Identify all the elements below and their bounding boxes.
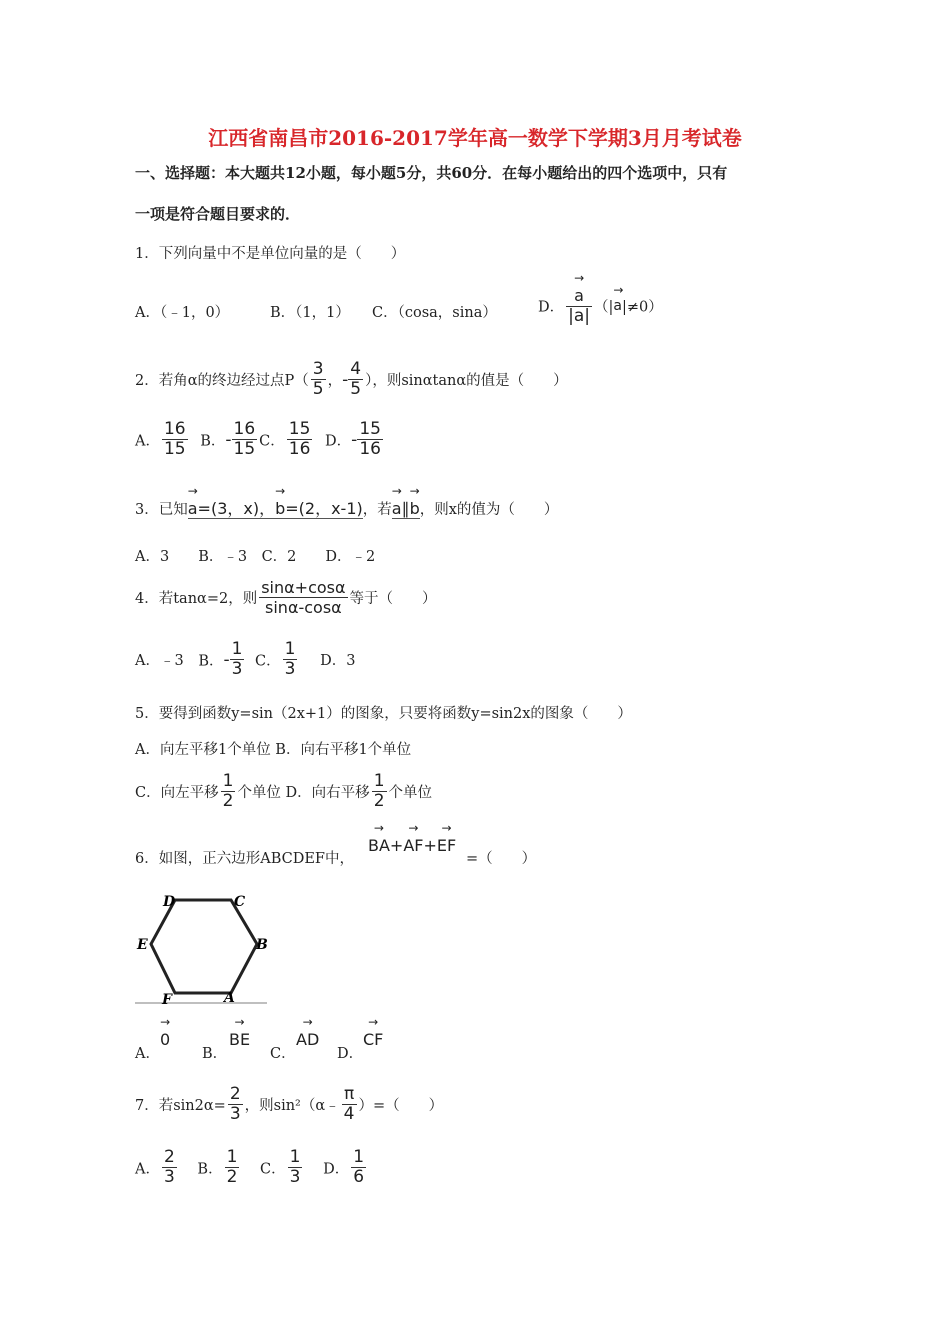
q4-den: sinα-cosα [265, 598, 342, 617]
q4-c-label: C． [255, 653, 281, 669]
q6-plus-2: + [423, 836, 437, 855]
q7-prefix: 7．若sin2α= [135, 1098, 226, 1114]
q6-option-d-vec: → CF [363, 1030, 383, 1049]
q3-a-value: =(3，x)， [197, 499, 276, 518]
q6-option-b-vec: → BE [229, 1030, 250, 1049]
q5-options-ab: A．向左平移1个单位 B．向右平移1个单位 [135, 742, 412, 758]
q7-c-label: C． [260, 1161, 286, 1177]
q5-c-prefix: C．向左平移 [135, 785, 219, 801]
q2-option-d [325, 419, 385, 459]
q3-suffix: ，则x的值为（ ） [419, 502, 559, 518]
q4-options [135, 640, 355, 679]
q1-stem: 1．下列向量中不是单位向量的是（ ） [135, 246, 406, 262]
hexagon-label-c: C [234, 894, 246, 910]
q2-y-neg: - [342, 369, 349, 390]
q2-x-num: 3 [312, 359, 324, 379]
q4-c-num: 1 [284, 639, 296, 659]
q7-d-label: D． [323, 1161, 350, 1177]
q6-option-b-label: B． [202, 1046, 228, 1062]
hexagon-label-a: A [224, 990, 235, 1006]
q4-b-neg: - [223, 649, 230, 670]
q4-prefix: 4．若tanα=2，则 [135, 591, 258, 607]
q2-options [135, 420, 385, 459]
q4-b-label: B． [198, 653, 224, 669]
q4-option-b [198, 639, 246, 679]
q3-parallel [392, 499, 420, 519]
q6-stem-text: 6．如图，正六边形ABCDEF中， [135, 851, 354, 867]
section-heading-line1: 一、选择题：本大题共12小题，每小题5分，共60分．在每小题给出的四个选项中，只有 [135, 164, 728, 182]
q4-suffix: 等于（ ） [349, 591, 437, 607]
q6-vec-ef: → EF [437, 836, 456, 855]
q3-options: A．3 B．﹣3 C．2 D．﹣2 [135, 549, 376, 565]
q7-stem [135, 1085, 443, 1124]
q7-b-den: 2 [226, 1167, 238, 1187]
q7-c-num: 1 [289, 1147, 301, 1167]
q7-num: 2 [229, 1084, 241, 1104]
q1-d-cond-close: |≠0） [622, 299, 663, 316]
q1-d-num: → a [574, 286, 584, 305]
q2-suffix: ），则sinαtanα的值是（ ） [365, 373, 568, 389]
q4-option-a: A．﹣3 [135, 653, 184, 669]
hexagon-figure [135, 890, 270, 1008]
q3-vec-b: → b [275, 499, 285, 518]
section-heading-line2: 一项是符合题目要求的． [135, 205, 301, 223]
q6-option-d-label: D． [337, 1046, 364, 1062]
q7-option-b [197, 1147, 241, 1187]
q3-vec-a: → a [188, 499, 198, 518]
q6-vec-af: → AF [403, 836, 423, 855]
q6-option-a-label: A． [135, 1046, 160, 1062]
q7-mid: ，则sin²（α﹣ [244, 1098, 340, 1114]
q6-vec-ba: → BA [368, 836, 390, 855]
q6-option-c-vec: → AD [296, 1030, 319, 1049]
q5-d-prefix: D．向右平移 [285, 785, 370, 801]
q6-option-a-vec: → 0 [160, 1030, 170, 1049]
q1-option-d [538, 286, 663, 326]
q2-a-label: A． [135, 433, 160, 449]
q7-c-den: 3 [289, 1167, 301, 1187]
q7-option-d [323, 1147, 368, 1187]
q3-par-symbol: ∥ [401, 499, 410, 518]
q5-c-num: 1 [222, 771, 234, 791]
q7-a-den: 3 [163, 1167, 175, 1187]
q1-d-cond-vec: → a [613, 298, 622, 314]
q2-c-den: 16 [288, 439, 311, 459]
q1-d-fraction [566, 286, 592, 326]
q2-b-neg: - [225, 429, 232, 450]
q5-c-den: 2 [222, 791, 234, 811]
q5-c-suffix: 个单位 [237, 785, 281, 801]
q2-b-num: 16 [233, 419, 256, 439]
q3-stem [135, 496, 558, 519]
q1-option-a: A．（﹣1，0） [135, 305, 230, 321]
q1-option-b: B．（1，1） [270, 305, 350, 321]
q2-a-num: 16 [163, 419, 186, 439]
q1-d-den: |a| [568, 306, 591, 326]
q3-par-b: → b [410, 499, 420, 518]
q3-par-a: → a [392, 499, 402, 518]
hexagon-label-d: D [163, 894, 176, 910]
q4-option-c [255, 639, 299, 679]
hexagon-label-f: F [162, 992, 172, 1008]
q2-a-den: 15 [163, 439, 186, 459]
q6-plus-1: + [389, 836, 404, 855]
q6-suffix: =（ ） [466, 851, 537, 867]
q3-mid: ，若 [362, 502, 392, 518]
q2-x-fraction [311, 360, 326, 399]
q2-x-den: 5 [312, 379, 324, 399]
q3-prefix: 3．已知 [135, 502, 188, 518]
hexagon-shape [151, 900, 257, 993]
q2-y-den: 5 [350, 379, 362, 399]
q7-options [135, 1148, 368, 1187]
q2-c-label: C． [259, 433, 285, 449]
q2-d-den: 16 [359, 439, 381, 459]
q5-options-cd [135, 772, 432, 811]
q2-b-label: B． [200, 433, 226, 449]
q7-suffix: ）=（ ） [358, 1098, 444, 1114]
hexagon-label-b: B [256, 937, 268, 953]
q7-d-den: 6 [353, 1167, 365, 1187]
q4-option-d: D．3 [320, 653, 356, 669]
q4-c-den: 3 [284, 659, 296, 679]
q4-b-den: 3 [231, 659, 243, 679]
page-title: 江西省南昌市2016-2017学年高一数学下学期3月月考试卷 [208, 126, 742, 150]
q7-pi-den: 4 [343, 1104, 355, 1124]
q6-vector-sum [368, 836, 456, 855]
q2-d-label: D． [325, 433, 352, 449]
q2-c-num: 15 [288, 419, 311, 439]
q4-num: sinα+cosα [261, 578, 346, 597]
q2-prefix: 2．若角α的终边经过点P（ [135, 373, 309, 389]
q3-vectors [188, 499, 363, 519]
q7-d-num: 1 [353, 1147, 365, 1167]
q7-option-a [135, 1147, 179, 1187]
q2-option-b [200, 419, 259, 459]
q2-y-fraction [348, 360, 363, 399]
q2-stem [135, 360, 568, 399]
q2-option-a [135, 419, 190, 459]
q2-y-num: 4 [350, 359, 362, 379]
q1-d-label: D． [538, 299, 565, 316]
q5-d-num: 1 [373, 771, 385, 791]
q1-d-cond-open: （| [594, 299, 614, 316]
q2-b-den: 15 [233, 439, 256, 459]
q2-d-neg: - [351, 429, 358, 450]
q7-a-num: 2 [163, 1147, 175, 1167]
q7-a-label: A． [135, 1161, 160, 1177]
q7-option-c [260, 1147, 304, 1187]
q7-b-label: B． [197, 1161, 223, 1177]
q3-b-value: =(2，x-1) [285, 499, 363, 518]
q6-option-c-label: C． [270, 1046, 296, 1062]
q5-d-suffix: 个单位 [388, 785, 433, 801]
q5-stem: 5．要得到函数y=sin（2x+1）的图象，只要将函数y=sin2x的图象（ ） [135, 706, 632, 722]
q7-b-num: 1 [226, 1147, 238, 1167]
q7-pi-num: π [343, 1084, 355, 1104]
q2-comma: ， [327, 373, 343, 389]
hexagon-label-e: E [137, 937, 148, 953]
q4-b-num: 1 [231, 639, 243, 659]
q1-option-c: C．（cosa，sina） [372, 305, 497, 321]
q7-den: 3 [229, 1104, 241, 1124]
q2-option-c [259, 419, 314, 459]
q2-d-num: 15 [359, 419, 381, 439]
q4-stem [135, 578, 437, 617]
q5-d-den: 2 [373, 791, 385, 811]
